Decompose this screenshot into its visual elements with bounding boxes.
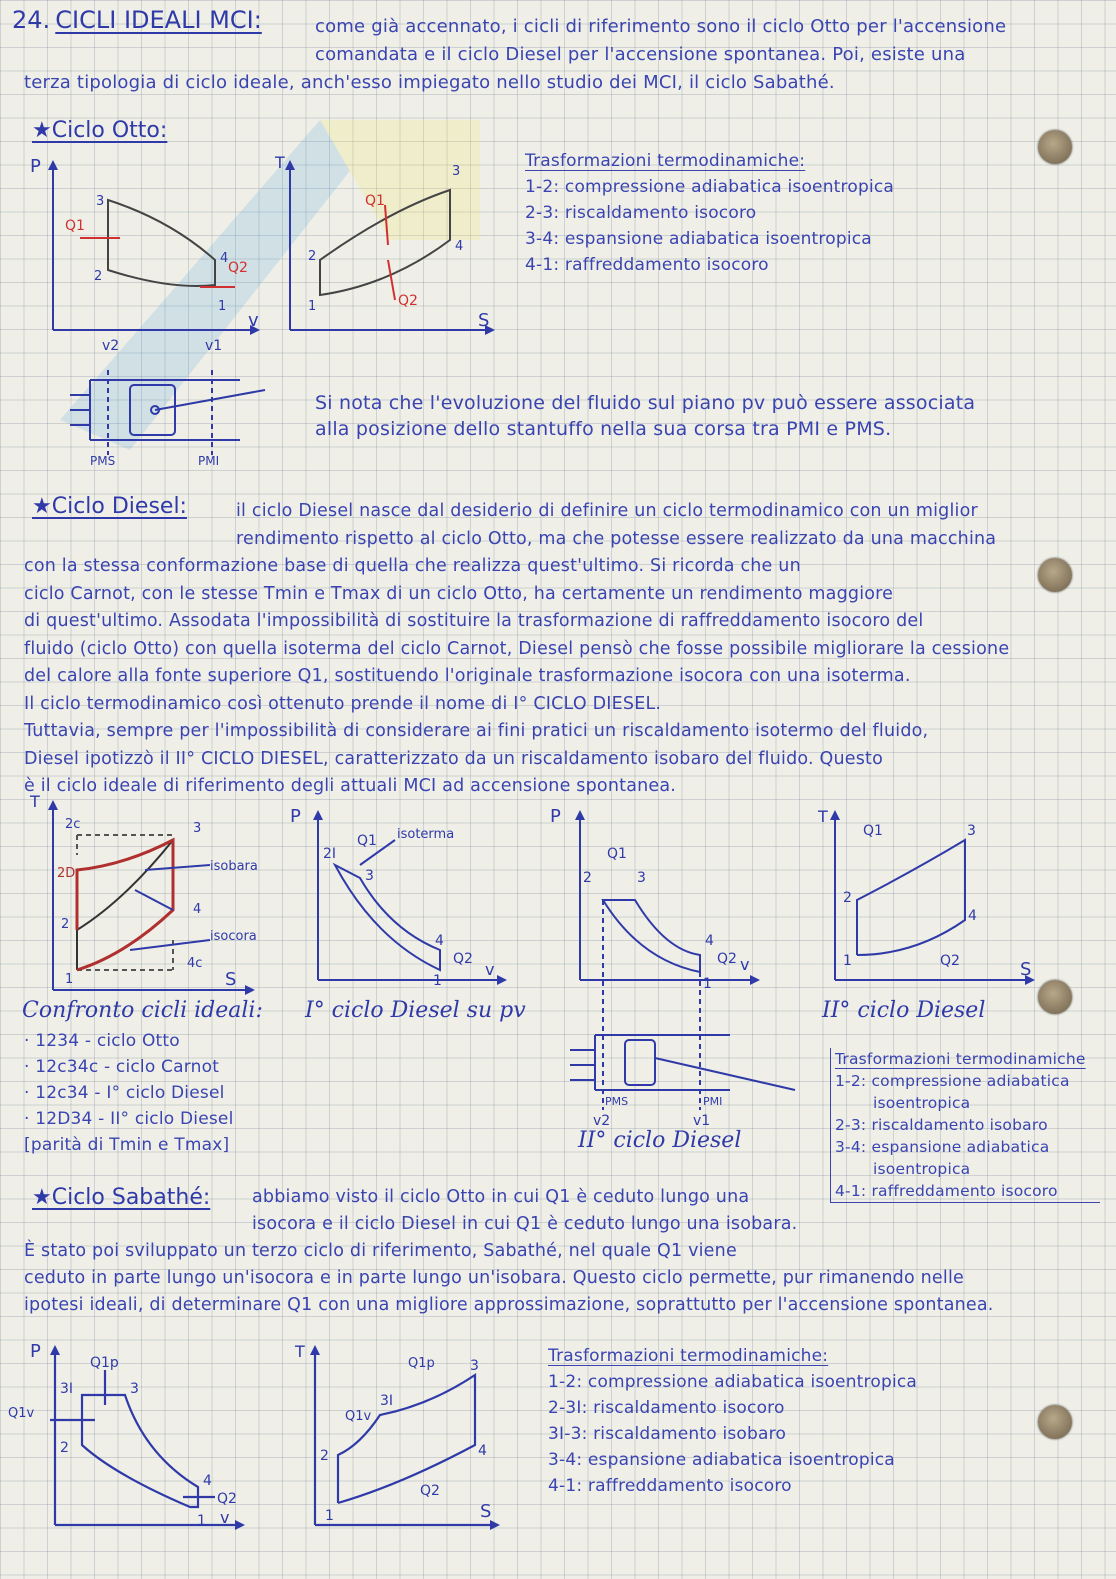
compare-item: · 12c34c - ciclo Carnot xyxy=(24,1057,220,1077)
otto-note xyxy=(315,390,975,442)
svg-text:v: v xyxy=(220,1508,230,1527)
otto-heading: ★Ciclo Otto: xyxy=(32,118,168,143)
svg-text:T: T xyxy=(275,153,285,172)
compare-caption: Confronto cicli ideali: xyxy=(22,998,263,1023)
svg-text:S: S xyxy=(478,310,490,331)
svg-text:4: 4 xyxy=(193,902,202,917)
diesel-line: rendimento rispetto al ciclo Otto, ma che potesse essere realizzato da una macchina xyxy=(236,528,997,549)
sabathe-line: ipotesi ideali, di determinare Q1 con una migliore approssimazione, soprattutto per l'accensione spontanea. xyxy=(24,1295,994,1315)
sabathe-line: isocora e il ciclo Diesel in cui Q1 è ceduto lungo una isobara. xyxy=(252,1214,798,1234)
svg-text:3: 3 xyxy=(452,164,461,179)
compare-item: · 1234 - ciclo Otto xyxy=(24,1031,180,1051)
svg-text:v: v xyxy=(485,960,495,979)
svg-text:2c: 2c xyxy=(65,817,81,832)
svg-text:v2: v2 xyxy=(102,338,120,350)
diesel-transformation-item: 4-1: raffreddamento isocoro xyxy=(835,1182,1058,1200)
svg-text:Q1p: Q1p xyxy=(408,1356,435,1371)
svg-text:2: 2 xyxy=(320,1448,329,1464)
first-diesel-pv-diagram xyxy=(285,800,535,990)
diesel-transformation-item: 3-4: espansione adiabatica xyxy=(835,1138,1050,1156)
otto-note-line: alla posizione dello stantuffo nella sua corsa tra PMI e PMS. xyxy=(315,418,892,440)
svg-text:3: 3 xyxy=(130,1381,139,1397)
diesel-line: Il ciclo termodinamico così ottenuto prende il nome di I° CICLO DIESEL. xyxy=(24,693,662,714)
sabathe-line: ceduto in parte lungo un'isocora e in parte lungo un'isobara. Questo ciclo permette, pur rimanendo nelle xyxy=(24,1268,964,1288)
svg-text:2: 2 xyxy=(60,1440,69,1456)
svg-text:1: 1 xyxy=(308,299,317,314)
svg-text:isobara: isobara xyxy=(210,859,258,874)
otto-piston-diagram xyxy=(60,370,300,470)
diesel-line: è il ciclo ideale di riferimento degli attuali MCI ad accensione spontanea. xyxy=(24,776,677,796)
svg-text:Q1v: Q1v xyxy=(345,1409,372,1424)
otto-transformation-item: 1-2: compressione adiabatica isoentropica xyxy=(525,177,895,197)
diesel-transformations-title: Trasformazioni termodinamiche xyxy=(835,1050,1086,1068)
first-diesel-caption: I° ciclo Diesel su pv xyxy=(305,998,526,1023)
svg-text:PMS: PMS xyxy=(90,454,116,468)
svg-text:v1: v1 xyxy=(693,1113,711,1129)
svg-text:4: 4 xyxy=(220,251,229,266)
svg-text:v: v xyxy=(740,955,750,974)
svg-text:P: P xyxy=(30,156,41,177)
svg-text:3: 3 xyxy=(365,868,374,884)
svg-text:1: 1 xyxy=(218,299,227,314)
diesel-line: di quest'ultimo. Assodata l'impossibilità di sostituire la trasformazione di raffreddamento isocoro del xyxy=(24,611,924,631)
svg-text:1: 1 xyxy=(703,976,712,992)
otto-transformations-title: Trasformazioni termodinamiche: xyxy=(525,151,806,171)
svg-text:2: 2 xyxy=(583,870,592,886)
diesel-transformation-item: isoentropica xyxy=(873,1160,971,1178)
second-diesel-ts-caption: II° ciclo Diesel xyxy=(822,998,986,1023)
svg-text:2I: 2I xyxy=(323,846,337,862)
svg-text:Q2: Q2 xyxy=(217,1491,237,1507)
otto-pv-diagram xyxy=(20,150,270,350)
otto-transformation-item: 2-3: riscaldamento isocoro xyxy=(525,203,757,223)
diesel-line: con la stessa conformazione base di quella che realizza quest'ultimo. Si ricorda che un xyxy=(24,556,801,576)
otto-ts-diagram xyxy=(270,150,510,340)
sabathe-heading: ★Ciclo Sabathé: xyxy=(32,1185,211,1210)
svg-text:S: S xyxy=(480,1501,492,1522)
diesel-transformation-item: isoentropica xyxy=(873,1094,971,1112)
svg-text:T: T xyxy=(295,1342,305,1361)
svg-text:Q1: Q1 xyxy=(863,823,883,839)
diesel-line: il ciclo Diesel nasce dal desiderio di definire un ciclo termodinamico con un miglior xyxy=(236,501,978,521)
svg-text:2: 2 xyxy=(61,917,70,932)
sabathe-transformation-item: 1-2: compressione adiabatica isoentropica xyxy=(548,1372,918,1392)
compare-item: [parità di Tmin e Tmax] xyxy=(24,1135,230,1155)
svg-text:v1: v1 xyxy=(205,338,223,350)
second-diesel-ts-diagram xyxy=(815,800,1065,990)
svg-text:isocora: isocora xyxy=(210,929,257,944)
sabathe-pv-diagram xyxy=(5,1335,250,1535)
svg-text:4: 4 xyxy=(478,1443,487,1459)
svg-text:4: 4 xyxy=(968,908,977,924)
svg-text:2: 2 xyxy=(94,269,103,284)
diesel-heading: ★Ciclo Diesel: xyxy=(32,494,187,519)
svg-text:3I: 3I xyxy=(60,1381,74,1397)
svg-text:4c: 4c xyxy=(187,956,203,971)
svg-text:Q1: Q1 xyxy=(607,846,627,862)
svg-text:1: 1 xyxy=(197,1513,206,1529)
svg-text:isoterma: isoterma xyxy=(397,827,455,842)
svg-text:PMS: PMS xyxy=(605,1095,629,1108)
binder-hole xyxy=(1038,1405,1072,1439)
diesel-transformation-item: 2-3: riscaldamento isobaro xyxy=(835,1116,1048,1134)
svg-text:Q2: Q2 xyxy=(228,260,248,276)
sabathe-transformation-item: 3-4: espansione adiabatica isoentropica xyxy=(548,1450,895,1470)
svg-text:Q2: Q2 xyxy=(717,951,737,967)
otto-transformation-item: 3-4: espansione adiabatica isoentropica xyxy=(525,229,872,249)
svg-text:Q2: Q2 xyxy=(940,953,960,969)
sabathe-paragraph xyxy=(24,1184,994,1319)
otto-transformation-item: 4-1: raffreddamento isocoro xyxy=(525,255,769,275)
svg-text:S: S xyxy=(1020,959,1032,980)
otto-note-line: Si nota che l'evoluzione del fluido sul piano pv può essere associata xyxy=(315,392,976,414)
svg-text:4: 4 xyxy=(435,933,444,949)
diesel-line: ciclo Carnot, con le stesse Tmin e Tmax di un ciclo Otto, ha certamente un rendimento maggiore xyxy=(24,583,894,604)
svg-text:3: 3 xyxy=(96,194,105,209)
compare-item: · 12D34 - II° ciclo Diesel xyxy=(24,1109,234,1129)
svg-text:P: P xyxy=(30,1341,41,1362)
svg-text:Q2: Q2 xyxy=(453,951,473,967)
svg-text:S: S xyxy=(225,969,237,990)
diesel-transformations xyxy=(830,1048,1100,1203)
sabathe-transformation-item: 2-3I: riscaldamento isocoro xyxy=(548,1398,785,1418)
diesel-transformation-item: 1-2: compressione adiabatica xyxy=(835,1072,1070,1090)
svg-text:1: 1 xyxy=(65,972,74,987)
svg-text:2: 2 xyxy=(308,249,317,264)
page-title: CICLI IDEALI MCI: xyxy=(55,6,262,34)
intro-line-2: comandata e il ciclo Diesel per l'accensione spontanea. Poi, esiste una xyxy=(315,44,966,65)
svg-text:v2: v2 xyxy=(593,1113,611,1129)
svg-text:3I: 3I xyxy=(380,1393,394,1409)
svg-text:1: 1 xyxy=(843,953,852,969)
sabathe-transformations xyxy=(548,1343,917,1499)
svg-text:1: 1 xyxy=(325,1508,334,1524)
svg-text:1: 1 xyxy=(433,973,442,989)
svg-text:2D: 2D xyxy=(57,866,76,881)
svg-text:Q1v: Q1v xyxy=(8,1406,35,1421)
diesel-line: del calore alla fonte superiore Q1, sostituendo l'originale trasformazione isocora con una isoterma. xyxy=(24,666,911,686)
svg-text:Q1: Q1 xyxy=(365,193,385,209)
svg-text:Q1: Q1 xyxy=(357,833,377,849)
svg-text:3: 3 xyxy=(193,821,202,836)
svg-text:4: 4 xyxy=(203,1473,212,1489)
svg-text:P: P xyxy=(290,806,301,827)
svg-text:PMI: PMI xyxy=(198,454,220,468)
sabathe-transformations-title: Trasformazioni termodinamiche: xyxy=(548,1346,829,1366)
svg-text:3: 3 xyxy=(470,1358,479,1374)
diesel-line: fluido (ciclo Otto) con quella isoterma del ciclo Carnot, Diesel pensò che fosse possibile migliorare la cessione xyxy=(24,638,1010,659)
svg-text:4: 4 xyxy=(455,239,464,254)
svg-text:3: 3 xyxy=(637,870,646,886)
sabathe-transformation-item: 3I-3: riscaldamento isobaro xyxy=(548,1424,787,1444)
second-diesel-pv-caption: II° ciclo Diesel xyxy=(578,1128,742,1153)
svg-text:2: 2 xyxy=(843,890,852,906)
svg-text:T: T xyxy=(818,807,828,826)
diesel-line: Diesel ipotizzò il II° CICLO DIESEL, caratterizzato da un riscaldamento isobaro del fluido. Questo xyxy=(24,748,884,769)
compare-item: · 12c34 - I° ciclo Diesel xyxy=(24,1083,225,1103)
sabathe-line: È stato poi sviluppato un terzo ciclo di riferimento, Sabathé, nel quale Q1 viene xyxy=(24,1241,737,1261)
diesel-paragraph xyxy=(24,498,1094,801)
otto-transformations xyxy=(525,148,894,278)
svg-text:Q1p: Q1p xyxy=(90,1355,119,1371)
sabathe-transformation-item: 4-1: raffreddamento isocoro xyxy=(548,1476,792,1496)
sabathe-ts-diagram xyxy=(290,1335,520,1535)
svg-text:T: T xyxy=(30,795,40,811)
svg-text:Q2: Q2 xyxy=(398,293,418,309)
svg-text:Q2: Q2 xyxy=(420,1483,440,1499)
sabathe-line: abbiamo visto il ciclo Otto in cui Q1 è ceduto lungo una xyxy=(252,1187,750,1207)
svg-text:PMI: PMI xyxy=(703,1095,723,1108)
svg-text:Q1: Q1 xyxy=(65,218,85,234)
intro-line-1: come già accennato, i cicli di riferimento sono il ciclo Otto per l'accensione xyxy=(315,16,1007,37)
svg-text:3: 3 xyxy=(967,823,976,839)
svg-text:4: 4 xyxy=(705,933,714,949)
diesel-line: Tuttavia, sempre per l'impossibilità di considerare ai fini pratici un riscaldamento isotermo del fluido, xyxy=(24,721,929,741)
compare-list xyxy=(24,1028,234,1158)
section-number: 24. xyxy=(12,6,51,34)
intro-line-3: terza tipologia di ciclo ideale, anch'esso impiegato nello studio dei MCI, il ciclo Sabathé. xyxy=(24,72,835,93)
diesel-compare-ts-diagram xyxy=(25,795,265,995)
svg-text:P: P xyxy=(550,806,561,827)
svg-text:v: v xyxy=(248,310,259,331)
binder-hole xyxy=(1038,130,1072,164)
second-diesel-pv-diagram xyxy=(545,800,815,1130)
